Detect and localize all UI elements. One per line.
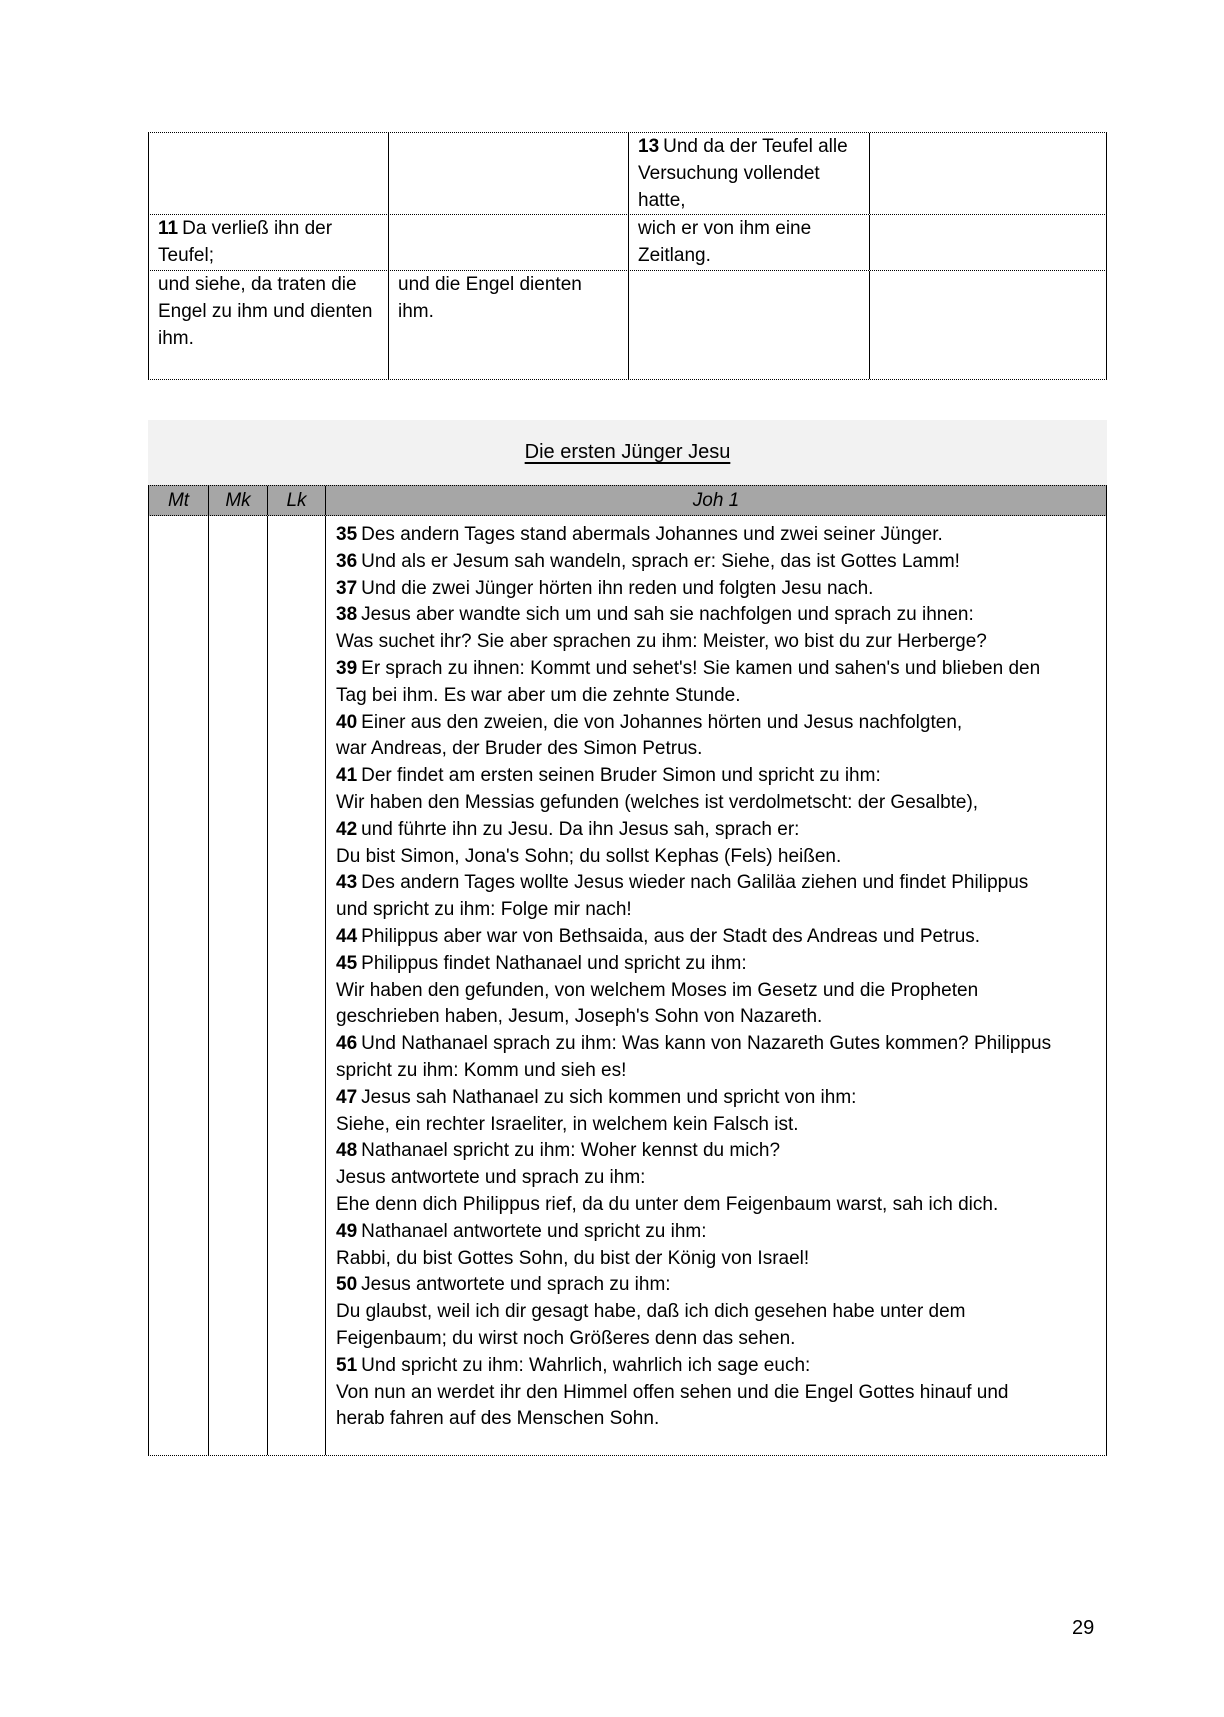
page-number: 29 (1072, 1617, 1095, 1639)
verse-text: Tag bei ihm. Es war aber um die zehnte Stunde. (336, 684, 741, 706)
verse-text: Und als er Jesum sah wandeln, sprach er: Siehe, das ist Gottes Lamm! (361, 550, 960, 572)
verse-number: 38 (336, 604, 358, 626)
verse-number: 35 (336, 524, 358, 545)
verse-text: wich er von ihm eine Zeitlang. (638, 218, 812, 267)
verse-line (336, 1112, 1096, 1139)
verse-line (336, 549, 1096, 576)
table-cell-mt (148, 215, 388, 270)
verse-number: 40 (336, 711, 358, 733)
body-cell-mk-empty (208, 516, 267, 1455)
verse-line (336, 924, 1096, 951)
table-cell-mk (388, 271, 628, 379)
verse-number: 11 (158, 218, 179, 240)
verse-text: und die Engel dienten ihm. (398, 273, 582, 322)
verse-text: Nathanael antwortete und spricht zu ihm: (361, 1220, 707, 1242)
verse-line (336, 656, 1096, 683)
verse-text: und siehe, da traten die Engel zu ihm und dienten ihm. (158, 273, 373, 349)
header-cell-mk: Mk (208, 486, 267, 515)
verse-text: Philippus aber war von Bethsaida, aus der Stadt des Andreas und Petrus. (361, 925, 981, 947)
table-cell-lk (628, 215, 869, 270)
verse-line (336, 1380, 1096, 1407)
synopsis-table-body (148, 516, 1107, 1456)
verse-text: Philippus findet Nathanael und spricht zu ihm: (361, 952, 747, 974)
verse-text: Von nun an werdet ihr den Himmel offen sehen und die Engel Gottes hinauf und (336, 1381, 1009, 1403)
verse-line (336, 736, 1096, 763)
verse-line (336, 1165, 1096, 1192)
verse-text: Du glaubst, weil ich dir gesagt habe, daß ich dich gesehen habe unter dem (336, 1301, 966, 1323)
verse-text: Jesus antwortete und sprach zu ihm: (361, 1274, 671, 1296)
body-cell-joh1-text (325, 516, 1107, 1455)
verse-line (336, 1299, 1096, 1326)
verse-number: 36 (336, 550, 358, 572)
verse-text: und spricht zu ihm: Folge mir nach! (336, 899, 632, 921)
header-cell-mt: Mt (148, 486, 208, 515)
verse-text: war Andreas, der Bruder des Simon Petrus. (336, 738, 703, 760)
verse-line (336, 1272, 1096, 1299)
verse-number: 13 (638, 136, 660, 157)
verse-number: 44 (336, 925, 358, 947)
verse-number: 47 (336, 1086, 358, 1108)
verse-number: 49 (336, 1220, 358, 1242)
verse-number: 43 (336, 872, 358, 894)
verse-text: Da verließ ihn der Teufel; (158, 218, 333, 267)
verse-text: Nathanael spricht zu ihm: Woher kennst du mich? (361, 1140, 781, 1162)
verse-line (336, 1326, 1096, 1353)
verse-text: Ehe denn dich Philippus rief, da du unter dem Feigenbaum warst, sah ich dich. (336, 1193, 999, 1215)
table-cell-mt (148, 271, 388, 379)
verse-number: 41 (336, 765, 358, 787)
verse-number: 45 (336, 952, 358, 974)
verse-text: spricht zu ihm: Komm und sieh es! (336, 1059, 627, 1081)
section-title: Die ersten Jünger Jesu (524, 441, 731, 463)
table-cell-lk (628, 133, 869, 214)
table-cell-joh (869, 133, 1107, 214)
verse-line (336, 763, 1096, 790)
verse-line (336, 710, 1096, 737)
verse-line (336, 1004, 1096, 1031)
verse-text: Du bist Simon, Jona's Sohn; du sollst Kephas (Fels) heißen. (336, 845, 842, 867)
body-cell-mt-empty (148, 516, 208, 1455)
verse-text: Und spricht zu ihm: Wahrlich, wahrlich ich sage euch: (361, 1354, 811, 1376)
table-row (148, 214, 1107, 270)
verse-text: Wir haben den gefunden, von welchem Moses im Gesetz und die Propheten (336, 979, 979, 1001)
verse-line (336, 683, 1096, 710)
verse-line (336, 844, 1096, 871)
table-cell-mt (148, 133, 388, 214)
verse-text: Einer aus den zweien, die von Johannes hörten und Jesus nachfolgten, (361, 711, 963, 733)
table-cell-mk (388, 215, 628, 270)
header-cell-joh1: Joh 1 (325, 486, 1107, 515)
verse-text: Und da der Teufel alle Versuchung vollendet hatte, (638, 136, 848, 211)
verse-line (336, 1058, 1096, 1085)
gospel-header-row (148, 485, 1107, 516)
verse-text: und führte ihn zu Jesu. Da ihn Jesus sah, sprach er: (361, 818, 800, 840)
verse-line (336, 629, 1096, 656)
verse-line (336, 897, 1096, 924)
verse-text: herab fahren auf des Menschen Sohn. (336, 1408, 660, 1430)
verse-number: 46 (336, 1033, 358, 1055)
verse-text: Feigenbaum; du wirst noch Größeres denn das sehen. (336, 1327, 796, 1349)
verse-text: Und die zwei Jünger hörten ihn reden und folgten Jesu nach. (361, 577, 874, 599)
verse-text: Rabbi, du bist Gottes Sohn, du bist der König von Israel! (336, 1247, 810, 1269)
verse-number: 37 (336, 577, 358, 599)
verse-text: geschrieben haben, Jesum, Joseph's Sohn von Nazareth. (336, 1006, 823, 1028)
verse-line (336, 1192, 1096, 1219)
verse-text: Er sprach zu ihnen: Kommt und sehet's! Sie kamen und sahen's und blieben den (361, 657, 1041, 679)
verse-text: Jesus antwortete und sprach zu ihm: (336, 1167, 646, 1189)
header-cell-lk: Lk (267, 486, 325, 515)
verse-line (336, 576, 1096, 603)
verse-line (336, 817, 1096, 844)
verse-line (336, 1085, 1096, 1112)
verse-line (336, 1031, 1096, 1058)
section-title-band (148, 420, 1107, 485)
table-cell-lk (628, 271, 869, 379)
body-cell-lk-empty (267, 516, 325, 1455)
verse-text: Und Nathanael sprach zu ihm: Was kann von Nazareth Gutes kommen? Philippus (361, 1033, 1052, 1055)
verse-line (336, 602, 1096, 629)
verse-number: 42 (336, 818, 358, 840)
verse-line (336, 951, 1096, 978)
verse-text: Jesus aber wandte sich um und sah sie nachfolgen und sprach zu ihnen: (361, 604, 974, 626)
verse-text: Der findet am ersten seinen Bruder Simon und spricht zu ihm: (361, 765, 881, 787)
verse-line (336, 522, 1096, 549)
table-cell-mk (388, 133, 628, 214)
table-cell-joh (869, 271, 1107, 379)
verse-number: 39 (336, 657, 358, 679)
verse-text: Jesus sah Nathanael zu sich kommen und spricht von ihm: (361, 1086, 857, 1108)
verse-line (336, 1219, 1096, 1246)
verse-line (336, 1138, 1096, 1165)
verse-text: Was suchet ihr? Sie aber sprachen zu ihm: Meister, wo bist du zur Herberge? (336, 631, 987, 653)
verse-number: 51 (336, 1354, 358, 1376)
table-row (148, 270, 1107, 379)
verse-line (336, 790, 1096, 817)
table-row (148, 132, 1107, 214)
verse-line (336, 1246, 1096, 1273)
verse-line (336, 1353, 1096, 1380)
verse-line (336, 1406, 1096, 1433)
verse-text: Des andern Tages wollte Jesus wieder nach Galiläa ziehen und findet Philippus (361, 872, 1029, 894)
verse-number: 50 (336, 1274, 358, 1296)
synopsis-table-top (148, 132, 1107, 380)
verse-line (336, 978, 1096, 1005)
table-cell-joh (869, 215, 1107, 270)
verse-text: Wir haben den Messias gefunden (welches ist verdolmetscht: der Gesalbte), (336, 791, 979, 813)
verse-text: Siehe, ein rechter Israeliter, in welchem kein Falsch ist. (336, 1113, 799, 1135)
verse-text: Des andern Tages stand abermals Johannes und zwei seiner Jünger. (361, 524, 943, 545)
verse-number: 48 (336, 1140, 358, 1162)
verse-line (336, 870, 1096, 897)
